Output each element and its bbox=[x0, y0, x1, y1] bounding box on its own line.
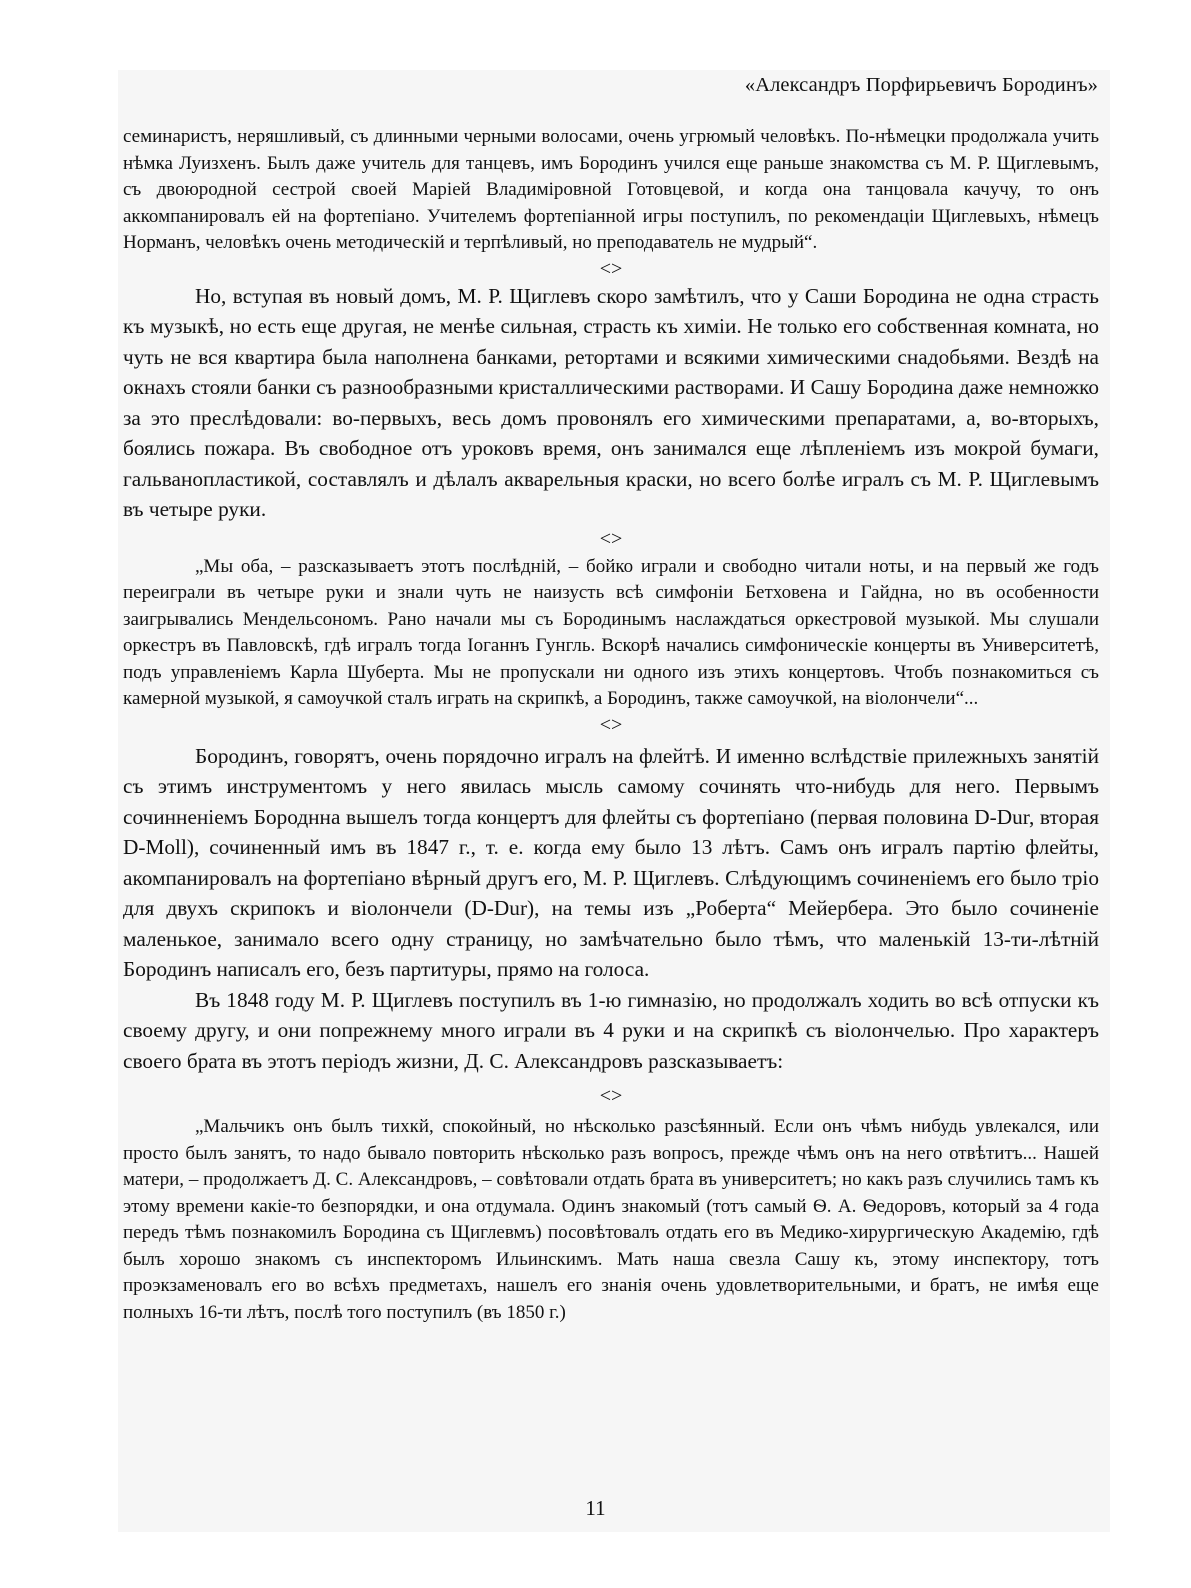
paragraph-2: Но, вступая въ новый домъ, М. Р. Щиглевъ скоро замѣтилъ, что у Саши Бородина не одна страсть къ музыкѣ, но есть еще другая, не менѣе сильная, страсть къ химіи. Не только его собственная комната, но чуть не вся квартира была наполнена банками, ретортами и всякими химическими снадобьями. Вездѣ на окнахъ стояли банки съ разнообразными кристаллическими растворами. И Сашу Бородина даже немножко за это преслѣдовали: во-первыхъ, весь домъ провонялъ его химическими препаратами, а, во-вторыхъ, боялись пожара. Въ свободное отъ уроковъ время, онъ занимался еще лѣпленіемъ изъ мокрой бумаги, гальванопластикой, составлялъ и дѣлалъ акварельныя краски, но всего болѣе игралъ съ М. Р. Щиглевымъ въ четыре руки. bbox=[123, 283, 1099, 521]
paragraph-5: Въ 1848 году М. Р. Щиглевъ поступилъ въ 1-ю гимназію, но продолжалъ ходить во всѣ отпуски къ своему другу, и они попрежнему много играли въ 4 руки и на скрипкѣ съ віолончелью. Про характеръ своего брата въ этотъ періодъ жизни, Д. С. Александровъ разсказываетъ: bbox=[123, 987, 1099, 1073]
paragraph-6: „Мальчикъ онъ былъ тихкй, спокойный, но нѣсколько разсѣянный. Если онъ чѣмъ нибудь увлекался, или просто былъ занятъ, то надо бывало повторить нѣсколько разъ вопросъ, прежде чѣмъ онъ на него отвѣтитъ... Нашей матери, – продолжаетъ Д. С. Александровъ, – совѣтовали отдать брата въ университетъ; но какъ разъ случились тамъ къ этому времени какіе-то безпорядки, и она отдумала. Одинъ знакомый (тотъ самый Ѳ. А. Ѳедоровъ, который за 4 года передъ тѣмъ познакомилъ Бородина съ Щиглевмъ) посовѣтовалъ отдать его въ Медико-хирургическую Академію, гдѣ былъ хорошо знакомъ съ инспекторомъ Ильинскимъ. Мать наша свезла Сашу къ, этому инспектору, тотъ проэкзаменовалъ его во всѣхъ предметахъ, нашелъ его знанія очень удовлетворительными, и братъ, не имѣя еще полныхъ 16-ти лѣтъ, послѣ того поступилъ (въ 1850 г.) bbox=[123, 1116, 1099, 1323]
page-body bbox=[123, 124, 1099, 1326]
paragraph-1: семинаристъ, неряшливый, съ длинными черными волосами, очень угрюмый человѣкъ. По-нѣмецки продолжала учить нѣмка Луизхенъ. Былъ даже учитель для танцевъ, имъ Бородинъ учился еще раньше знакомства съ М. Р. Щиглевымъ, съ двоюродной сестрой своей Маріей Владиміровной Готовцевой, и когда она танцовала качучу, то онъ аккомпанировалъ ей на фортепіано. Учителемъ фортепіанной игры поступилъ, по рекомендаціи Щиглевыхъ, нѣмецъ Норманъ, человѣкъ очень методическій и терпѣливый, но преподаватель не мудрый“. bbox=[123, 126, 1099, 253]
running-header: «Александръ Порфирьевичъ Бородинъ» bbox=[744, 74, 1098, 96]
page-number: 11 bbox=[585, 1496, 606, 1520]
paragraph-3: „Мы оба, – разсказываетъ этотъ послѣдній, – бойко играли и свободно читали ноты, и на первый же годъ переиграли въ четыре руки и знали чуть не наизусть всѣ симфоніи Бетховена и Гайдна, но въ особенности заигрывались Мендельсономъ. Рано начали мы съ Бородинымъ наслаждаться оркестровой музыкой. Мы слушали оркестръ въ Павловскѣ, гдѣ игралъ тогда Іоганнъ Гунгль. Вскорѣ начались симфоническіе концерты въ Университетѣ, подъ управленіемъ Карла Шуберта. Мы не пропускали ни одного изъ этихъ концертовъ. Чтобъ познакомиться съ камерной музыкой, я самоучкой сталъ играть на скрипкѣ, а Бородинъ, также самоучкой, на віолончели“... bbox=[123, 555, 1099, 709]
section-separator: <> bbox=[599, 527, 623, 550]
paragraph-4: Бородинъ, говорятъ, очень порядочно игралъ на флейтѣ. И именно вслѣдствіе прилежныхъ занятій съ этимъ инструментомъ у него явилась мысль самому сочинять что-нибудь для него. Первымъ сочинненіемъ Бороднна вышелъ тогда концертъ для флейты съ фортепіано (первая половина D-Dur, вторая D-Moll), сочиненный имъ въ 1847 г., т. е. когда ему было 13 лѣтъ. Самъ онъ игралъ партію флейты, акомпанировалъ на фортепіано вѣрный другъ его, М. Р. Щиглевъ. Слѣдующимъ сочиненіемъ его было тріо для двухъ скрипокъ и віолончели (D-Dur), на темы изъ „Роберта“ Мейербера. Это было сочиненіе маленькое, занимало всего одну страницу, но замѣчательно было тѣмъ, что маленькій 13-ти-лѣтній Бородинъ написалъ его, безъ партитуры, прямо на голоса. bbox=[123, 743, 1099, 981]
section-separator: <> bbox=[599, 257, 623, 280]
section-separator: <> bbox=[599, 1085, 623, 1107]
section-separator: <> bbox=[599, 713, 623, 736]
